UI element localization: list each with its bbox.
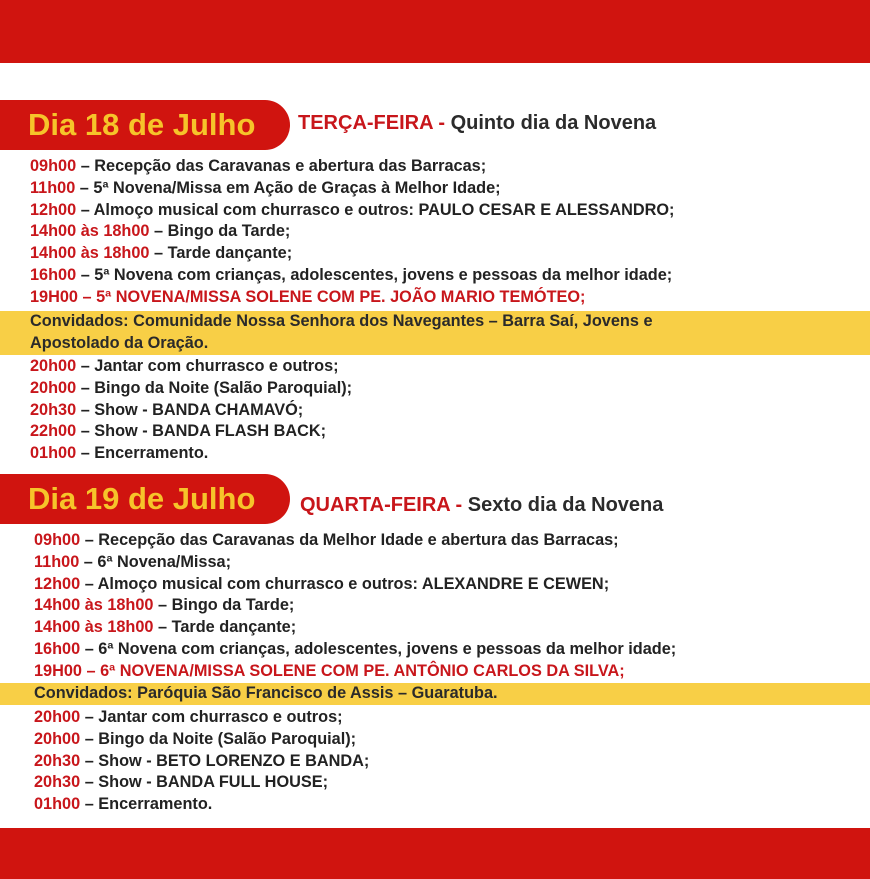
top-red-band: [0, 0, 870, 63]
schedule-time: 09h00: [30, 157, 77, 175]
schedule-item: [34, 794, 369, 816]
day-18-guests: Convidados: Comunidade Nossa Senhora dos Navegantes – Barra Saí, Jovens e Apostolado da Oração.: [0, 311, 870, 355]
schedule-item: [34, 530, 676, 552]
day-19-schedule-part1: [34, 530, 676, 683]
schedule-time: 19H00: [34, 661, 82, 680]
schedule-item: [34, 772, 369, 794]
novena-day-label: Quinto dia da Novena: [450, 112, 657, 134]
schedule-description: – 6ª Novena/Missa;: [79, 552, 231, 571]
schedule-description: – 6ª NOVENA/MISSA SOLENE COM PE. ANTÔNIO CARLOS DA SILVA;: [81, 661, 625, 680]
schedule-item: [30, 421, 352, 443]
schedule-time: 09h00: [34, 531, 81, 549]
schedule-item: [30, 243, 674, 265]
day-19-heading: [300, 494, 663, 517]
schedule-item: [34, 639, 676, 661]
day-18-schedule-part2: [30, 356, 352, 465]
schedule-time: 14h00 às 18h00: [34, 618, 154, 637]
schedule-time: 22h00: [30, 422, 77, 441]
novena-day-label: Sexto dia da Novena: [467, 494, 664, 516]
day-19-tab: Dia 19 de Julho: [0, 474, 290, 524]
schedule-description: – Show - BANDA FLASH BACK;: [76, 422, 327, 441]
schedule-description: – Encerramento.: [76, 444, 209, 463]
schedule-time: 20h30: [34, 751, 81, 770]
day-18-tab: Dia 18 de Julho: [0, 100, 290, 150]
schedule-item: [34, 574, 676, 596]
schedule-time: 14h00 às 18h00: [30, 222, 150, 241]
schedule-item: [34, 661, 676, 683]
schedule-description: – Tarde dançante;: [153, 618, 297, 637]
day-18-schedule-part1: [30, 156, 674, 309]
schedule-description: – Show - BANDA FULL HOUSE;: [80, 773, 329, 792]
schedule-time: 20h00: [34, 729, 81, 748]
schedule-item: [30, 265, 674, 287]
schedule-description: – 5ª NOVENA/MISSA SOLENE COM PE. JOÃO MARIO TEMÓTEO;: [77, 287, 586, 306]
schedule-item: [34, 617, 676, 639]
schedule-time: 20h00: [30, 357, 77, 375]
schedule-time: 01h00: [30, 444, 77, 463]
schedule-description: – Bingo da Tarde;: [149, 222, 291, 241]
schedule-time: 01h00: [34, 795, 81, 814]
schedule-time: 11h00: [30, 178, 76, 197]
schedule-time: 19H00: [30, 287, 78, 306]
schedule-description: – 5ª Novena com crianças, adolescentes, jovens e pessoas da melhor idade;: [76, 265, 673, 284]
day-19-schedule-part2: [34, 707, 369, 816]
weekday-label: TERÇA-FEIRA -: [298, 112, 446, 134]
schedule-description: – Bingo da Noite (Salão Paroquial);: [76, 378, 353, 397]
schedule-description: – Almoço musical com churrasco e outros: PAULO CESAR E ALESSANDRO;: [76, 200, 675, 219]
schedule-description: – Recepção das Caravanas da Melhor Idade e abertura das Barracas;: [80, 531, 619, 549]
schedule-time: 20h30: [30, 400, 77, 419]
schedule-time: 20h00: [34, 708, 81, 726]
schedule-description: – Encerramento.: [80, 795, 213, 814]
schedule-time: 16h00: [34, 639, 81, 658]
schedule-time: 20h00: [30, 378, 77, 397]
weekday-label: QUARTA-FEIRA -: [300, 494, 463, 516]
schedule-item: [30, 156, 674, 178]
schedule-item: [30, 287, 674, 309]
schedule-description: – Almoço musical com churrasco e outros: ALEXANDRE E CEWEN;: [80, 574, 610, 593]
schedule-time: 11h00: [34, 552, 80, 571]
schedule-time: 14h00 às 18h00: [34, 596, 154, 615]
schedule-item: [30, 356, 352, 378]
schedule-item: [34, 751, 369, 773]
schedule-item: [34, 707, 369, 729]
schedule-time: 12h00: [34, 574, 81, 593]
schedule-item: [30, 443, 352, 465]
schedule-item: [30, 378, 352, 400]
schedule-time: 14h00 às 18h00: [30, 244, 150, 263]
schedule-time: 20h30: [34, 773, 81, 792]
schedule-item: [34, 595, 676, 617]
schedule-description: – 6ª Novena com crianças, adolescentes, jovens e pessoas da melhor idade;: [80, 639, 677, 658]
schedule-description: – Recepção das Caravanas e abertura das Barracas;: [76, 157, 487, 175]
schedule-description: – 5ª Novena/Missa em Ação de Graças à Melhor Idade;: [75, 178, 501, 197]
schedule-item: [30, 178, 674, 200]
schedule-description: – Jantar com churrasco e outros;: [80, 708, 343, 726]
schedule-description: – Tarde dançante;: [149, 244, 293, 263]
schedule-description: – Show - BANDA CHAMAVÓ;: [76, 400, 304, 419]
schedule-item: [30, 221, 674, 243]
bottom-red-band: [0, 828, 870, 879]
schedule-item: [34, 729, 369, 751]
day-18-heading: [298, 112, 656, 135]
schedule-description: – Show - BETO LORENZO E BANDA;: [80, 751, 370, 770]
schedule-item: [34, 552, 676, 574]
schedule-time: 12h00: [30, 200, 77, 219]
schedule-description: – Bingo da Tarde;: [153, 596, 295, 615]
schedule-description: – Bingo da Noite (Salão Paroquial);: [80, 729, 357, 748]
schedule-description: – Jantar com churrasco e outros;: [76, 357, 339, 375]
schedule-item: [30, 400, 352, 422]
day-19-guests: Convidados: Paróquia São Francisco de Assis – Guaratuba.: [0, 683, 870, 705]
schedule-time: 16h00: [30, 265, 77, 284]
schedule-item: [30, 200, 674, 222]
